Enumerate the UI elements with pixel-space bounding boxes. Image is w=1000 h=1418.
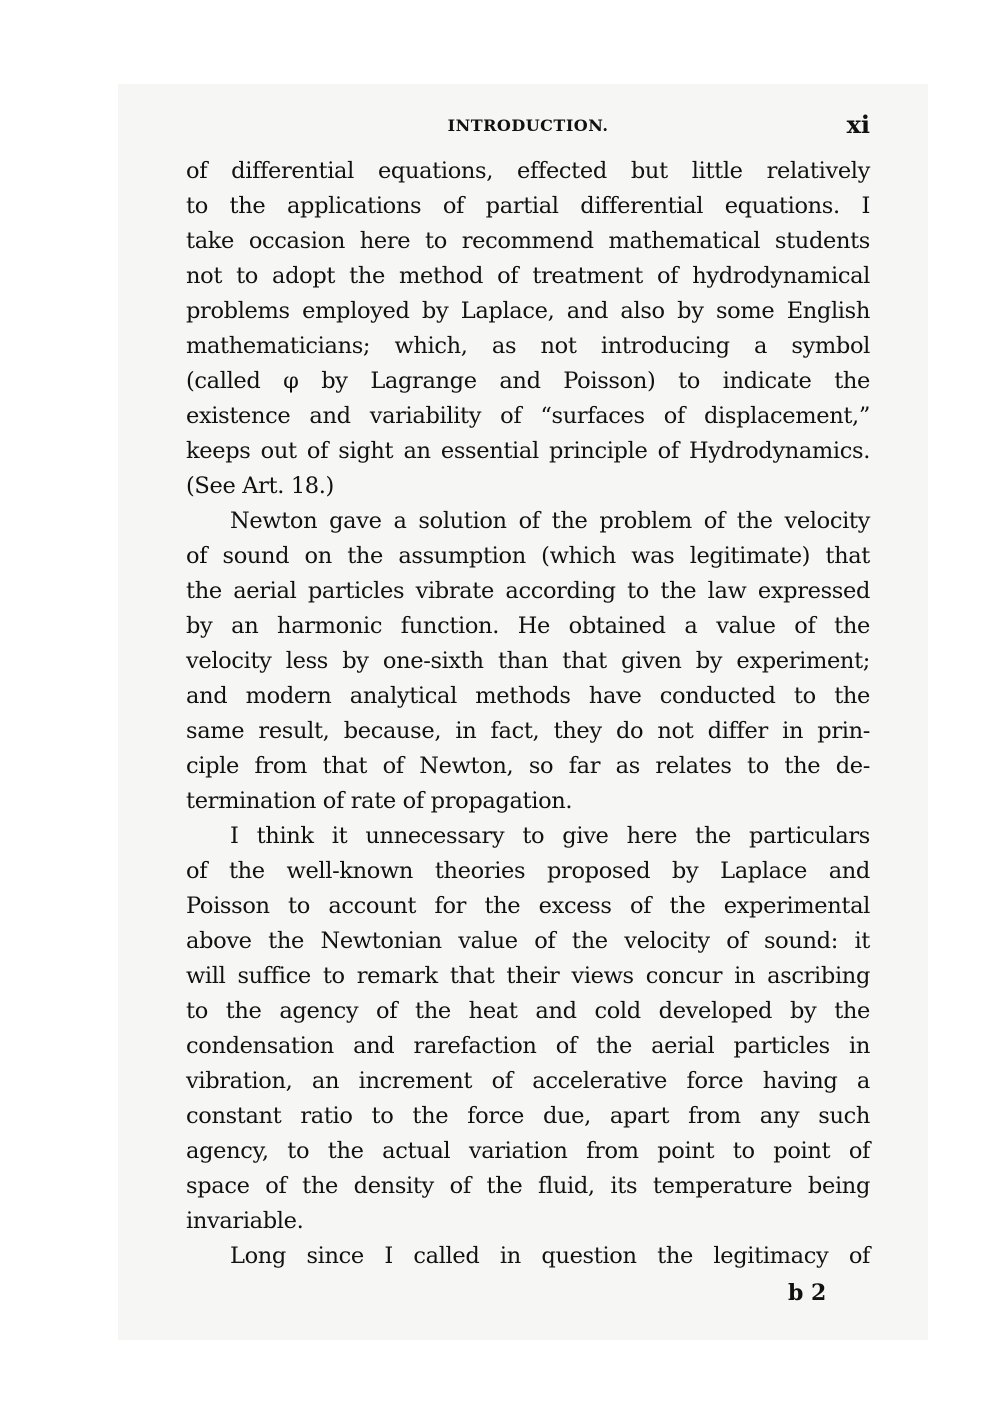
text-line: mathematicians; which, as not introducing a symbol (186, 333, 870, 359)
signature-mark: b 2 (788, 1280, 827, 1306)
text-line: will suffice to remark that their views concur in ascribing (186, 963, 870, 989)
text-line: constant ratio to the force due, apart from any such (186, 1103, 870, 1129)
text-line: vibration, an increment of accelerative force having a (186, 1068, 870, 1094)
text-line: of sound on the assumption (which was legitimate) that (186, 543, 870, 569)
text-line: space of the density of the fluid, its temperature being (186, 1173, 870, 1199)
text-line: (called φ by Lagrange and Poisson) to indicate the (186, 368, 870, 394)
page-header (186, 108, 870, 144)
text-line: same result, because, in fact, they do not differ in prin- (186, 718, 870, 744)
text-line: keeps out of sight an essential principle of Hydrodynamics. (186, 438, 870, 464)
text-line: agency, to the actual variation from point to point of (186, 1138, 870, 1164)
text-line: Long since I called in question the legitimacy of (230, 1243, 870, 1269)
text-line: to the applications of partial differential equations. I (186, 193, 870, 219)
text-line: Poisson to account for the excess of the experimental (186, 893, 870, 919)
text-line: invariable. (186, 1208, 304, 1234)
text-line: to the agency of the heat and cold developed by the (186, 998, 870, 1024)
page-number: xi (846, 110, 870, 139)
text-line: condensation and rarefaction of the aerial particles in (186, 1033, 870, 1059)
text-line: by an harmonic function. He obtained a value of the (186, 613, 870, 639)
text-line: I think it unnecessary to give here the particulars (230, 823, 870, 849)
text-line: and modern analytical methods have conducted to the (186, 683, 870, 709)
text-line: of differential equations, effected but little relatively (186, 158, 870, 184)
text-line: termination of rate of propagation. (186, 788, 573, 814)
body-text (186, 154, 870, 1274)
text-line: not to adopt the method of treatment of hydrodynamical (186, 263, 870, 289)
text-line: existence and variability of “surfaces of displacement,” (186, 403, 870, 429)
running-title: INTRODUCTION. (447, 116, 609, 135)
text-line: problems employed by Laplace, and also by some English (186, 298, 870, 324)
text-line: above the Newtonian value of the velocity of sound: it (186, 928, 870, 954)
text-line: ciple from that of Newton, so far as relates to the de- (186, 753, 870, 779)
text-line: Newton gave a solution of the problem of the velocity (230, 508, 870, 534)
paragraph (186, 154, 870, 504)
paragraph (186, 819, 870, 1239)
paragraph (186, 504, 870, 819)
text-line: take occasion here to recommend mathematical students (186, 228, 870, 254)
text-line: velocity less by one-sixth than that given by experiment; (186, 648, 870, 674)
text-line: of the well-known theories proposed by Laplace and (186, 858, 870, 884)
text-line: (See Art. 18.) (186, 473, 334, 499)
paragraph (186, 1239, 870, 1274)
text-line: the aerial particles vibrate according to the law expressed (186, 578, 870, 604)
